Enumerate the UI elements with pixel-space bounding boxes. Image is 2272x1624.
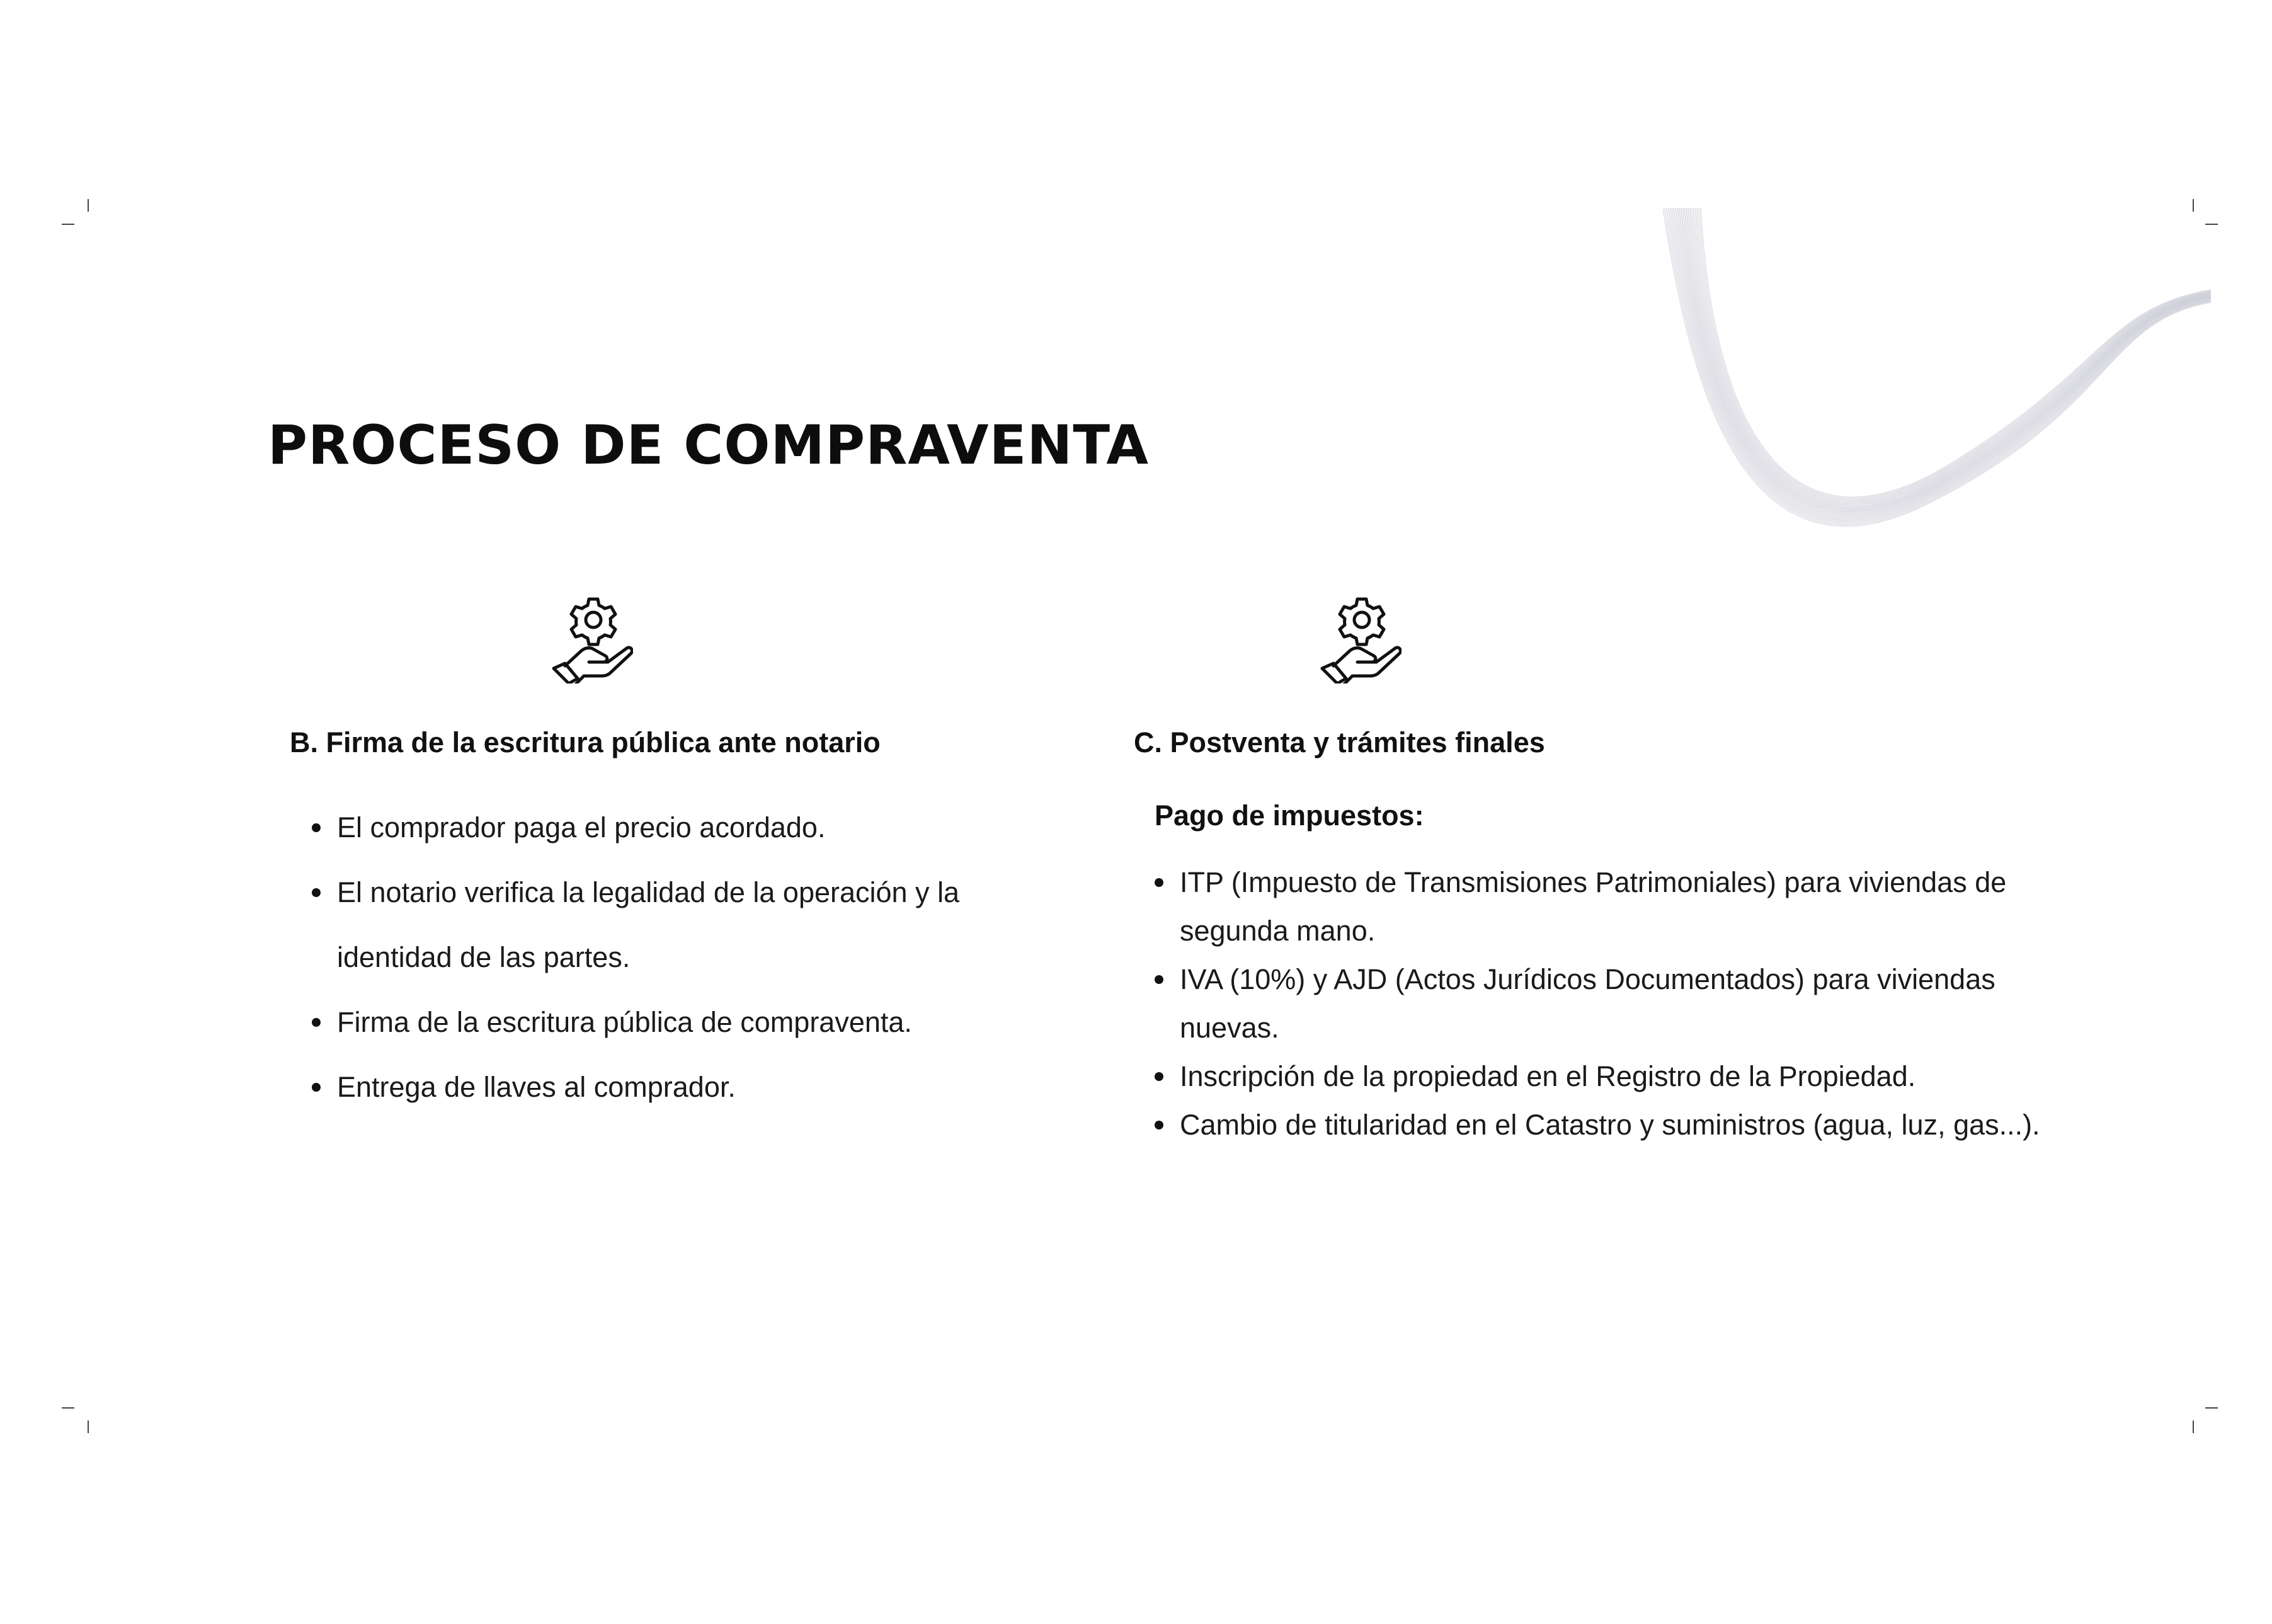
crop-mark [2205,1407,2218,1409]
list-item: Inscripción de la propiedad en el Registro de la Propiedad. [1155,1052,2081,1101]
list-item: ITP (Impuesto de Transmisiones Patrimoniales) para viviendas de segunda mano. [1155,858,2081,955]
crop-mark [2193,1421,2194,1433]
gear-hand-icon [1320,595,1401,683]
list-item: El comprador paga el precio acordado. [312,795,1017,860]
crop-mark [62,224,74,225]
decorative-wave-lines [1663,208,2211,624]
crop-mark [88,1421,89,1433]
wave-line [1697,208,2211,500]
section-c-list [1155,858,2081,1149]
gear-hand-icon [551,595,633,683]
section-heading-b: B. Firma de la escritura pública ante notario [290,726,881,758]
wave-line [1695,208,2211,501]
crop-mark [88,199,89,212]
list-item: Cambio de titularidad en el Catastro y suministros (agua, luz, gas...). [1155,1101,2081,1149]
wave-line [1701,208,2211,497]
list-item: El notario verifica la legalidad de la operación y la identidad de las partes. [312,860,1017,990]
page-title: PROCESO DE COMPRAVENTA [268,414,1149,477]
crop-mark [62,1407,74,1409]
list-item: IVA (10%) y AJD (Actos Jurídicos Documentados) para viviendas nuevas. [1155,955,2081,1052]
section-b-list [312,795,1017,1119]
section-heading-c: C. Postventa y trámites finales [1134,726,1545,758]
wave-line [1699,208,2211,498]
list-item: Entrega de llaves al comprador. [312,1055,1017,1119]
list-item: Firma de la escritura pública de compraventa. [312,990,1017,1055]
taxes-subheading: Pago de impuestos: [1155,799,1424,832]
